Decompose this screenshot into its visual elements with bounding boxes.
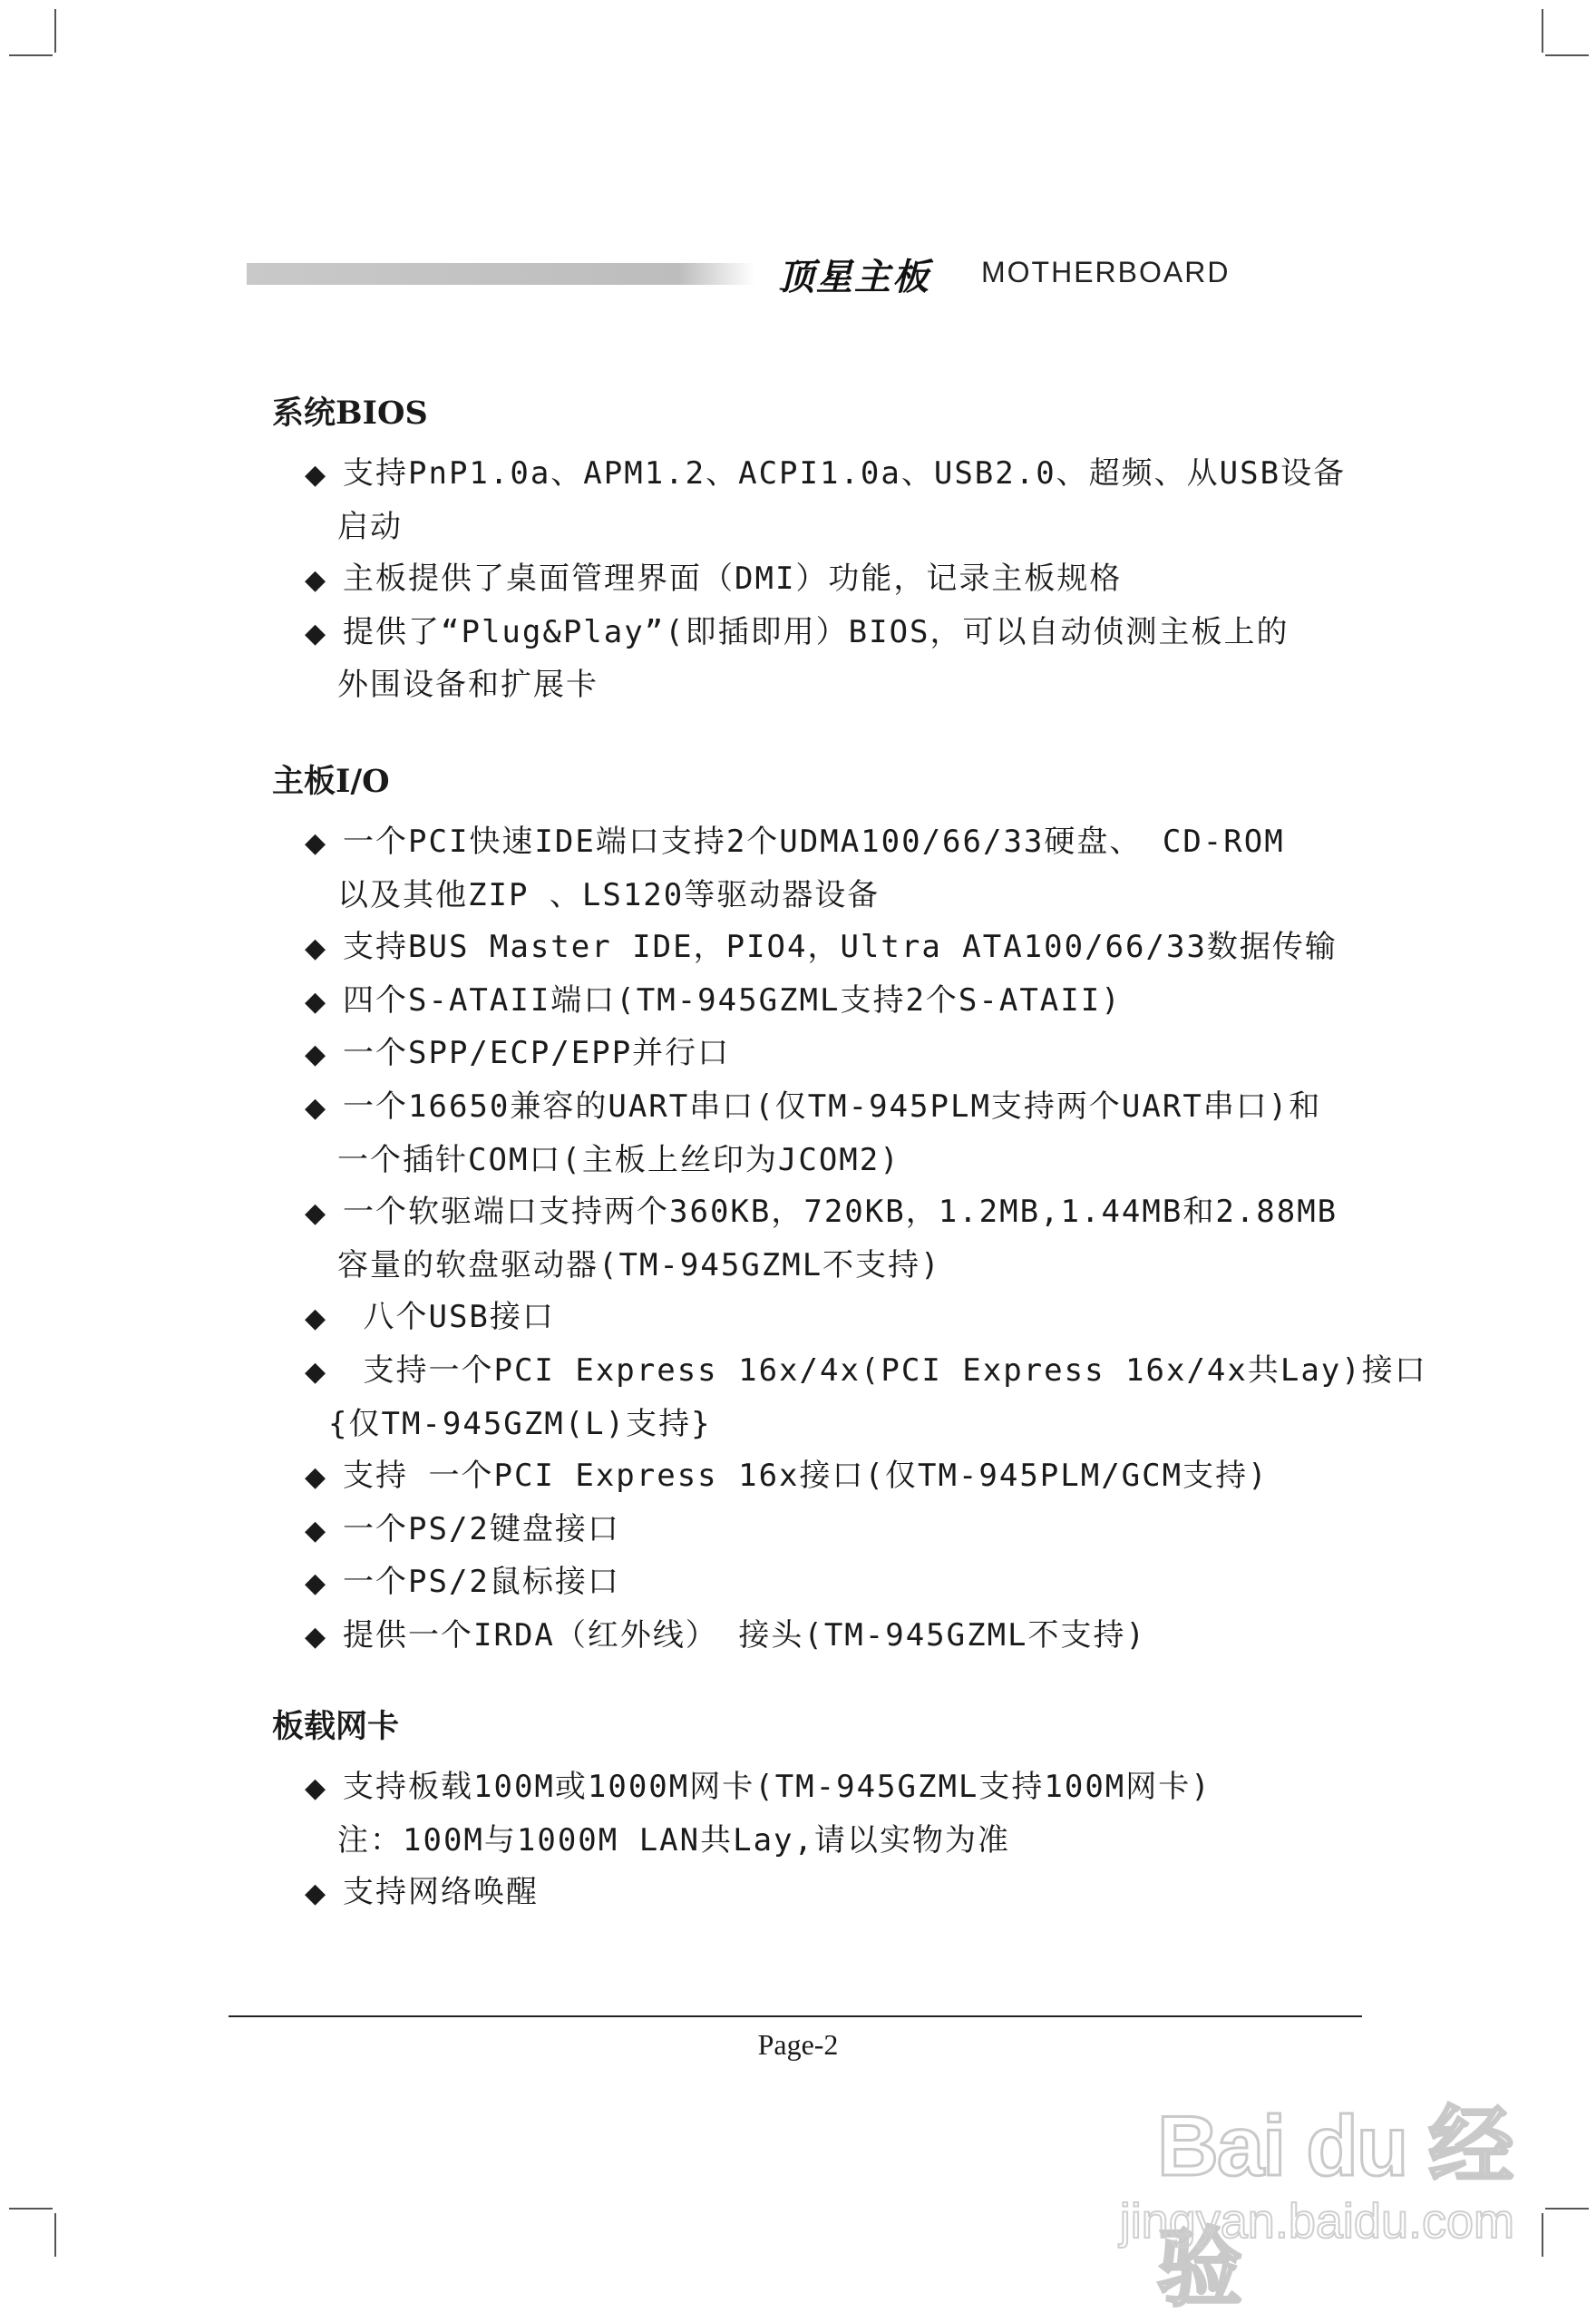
crop-mark	[9, 54, 53, 56]
section-title: 板载网卡	[272, 1708, 400, 1745]
list-item: ◆ 一个PS/2键盘接口	[272, 1504, 1415, 1557]
crop-mark	[54, 9, 56, 53]
list-item: ◆ 一个软驱端口支持两个360KB，720KB，1.2MB,1.44MB和2.88MB 容量的软盘驱动器(TM-945GZML不支持)	[272, 1186, 1415, 1292]
list-item: ◆ 支持BUS Master IDE，PIO4，Ultra ATA100/66/33数据传输	[272, 922, 1415, 975]
diamond-bullet-icon: ◆	[305, 932, 328, 965]
brand-title: 顶星主板	[778, 257, 930, 298]
footer-divider	[229, 2015, 1362, 2017]
section-bios	[272, 390, 1415, 712]
crop-mark	[54, 2213, 56, 2257]
list-item: ◆ 一个PCI快速IDE端口支持2个UDMA100/66/33硬盘、 CD-ROM 以及其他ZIP 、LS120等驱动器设备	[272, 816, 1415, 922]
crop-mark	[1542, 9, 1543, 53]
list-item: ◆ 主板提供了桌面管理界面（DMI）功能，记录主板规格	[272, 553, 1415, 607]
crop-mark	[1545, 54, 1589, 56]
list-item: ◆ 提供了“Plug&Play”(即插即用）BIOS，可以自动侦测主板上的 外围设备和扩展卡	[272, 607, 1415, 712]
page-number: Page-2	[757, 2028, 839, 2061]
section-lan	[272, 1703, 1415, 1920]
list-item: ◆ 一个16650兼容的UART串口(仅TM-945PLM支持两个UART串口)和 一个插针COM口(主板上丝印为JCOM2)	[272, 1081, 1415, 1186]
note-text: 注：100M与1000M LAN共Lay,请以实物为准	[337, 1821, 1010, 1859]
list-item: ◆ 支持板载100M或1000M网卡(TM-945GZML支持100M网卡)	[272, 1761, 1415, 1815]
list-item: ◆ 一个SPP/ECP/EPP并行口	[272, 1028, 1415, 1081]
diamond-bullet-icon: ◆	[305, 1620, 328, 1653]
list-item: ◆ 八个USB接口	[272, 1292, 1415, 1345]
brand-subtitle: MOTHERBOARD	[981, 256, 1231, 288]
list-item: ◆ 一个PS/2鼠标接口	[272, 1556, 1415, 1610]
diamond-bullet-icon: ◆	[305, 1772, 328, 1804]
list-item: ◆ 支持PnP1.0a、APM1.2、ACPI1.0a、USB2.0、超频、从USB设备 启动	[272, 448, 1415, 553]
header-band	[247, 263, 754, 285]
list-item: ◆ 支持 一个PCI Express 16x接口(仅TM-945PLM/GCM支持)	[272, 1450, 1415, 1504]
diamond-bullet-icon: ◆	[305, 1039, 328, 1071]
list-item: ◆ 支持一个PCI Express 16x/4x(PCI Express 16x/4x共Lay)接口 {仅TM-945GZM(L)支持}	[272, 1345, 1415, 1450]
section-io	[272, 758, 1427, 1663]
diamond-bullet-icon: ◆	[305, 1878, 328, 1910]
section-title: 系统BIOS	[272, 395, 428, 432]
diamond-bullet-icon: ◆	[305, 985, 328, 1018]
crop-mark	[9, 2208, 53, 2210]
diamond-bullet-icon: ◆	[305, 1461, 328, 1494]
diamond-bullet-icon: ◆	[305, 459, 328, 491]
diamond-bullet-icon: ◆	[305, 1302, 328, 1335]
crop-mark	[1545, 2208, 1589, 2210]
diamond-bullet-icon: ◆	[305, 564, 328, 597]
diamond-bullet-icon: ◆	[305, 617, 328, 649]
diamond-bullet-icon: ◆	[305, 827, 328, 859]
baidu-watermark-logo: Bai du 经验	[1157, 2098, 1513, 2316]
diamond-bullet-icon: ◆	[305, 1197, 328, 1230]
crop-mark	[1542, 2213, 1543, 2257]
diamond-bullet-icon: ◆	[305, 1355, 328, 1388]
diamond-bullet-icon: ◆	[305, 1567, 328, 1600]
list-item: ◆ 支持网络唤醒	[272, 1867, 1415, 1920]
diamond-bullet-icon: ◆	[305, 1091, 328, 1124]
diamond-bullet-icon: ◆	[305, 1514, 328, 1546]
list-item: ◆ 四个S-ATAII端口(TM-945GZML支持2个S-ATAII)	[272, 975, 1415, 1029]
watermark-url: jingyan.baidu.com	[1119, 2194, 1514, 2249]
list-item: ◆ 提供一个IRDA（红外线） 接头(TM-945GZML不支持)	[272, 1610, 1415, 1663]
section-title: 主板I/O	[272, 763, 390, 800]
